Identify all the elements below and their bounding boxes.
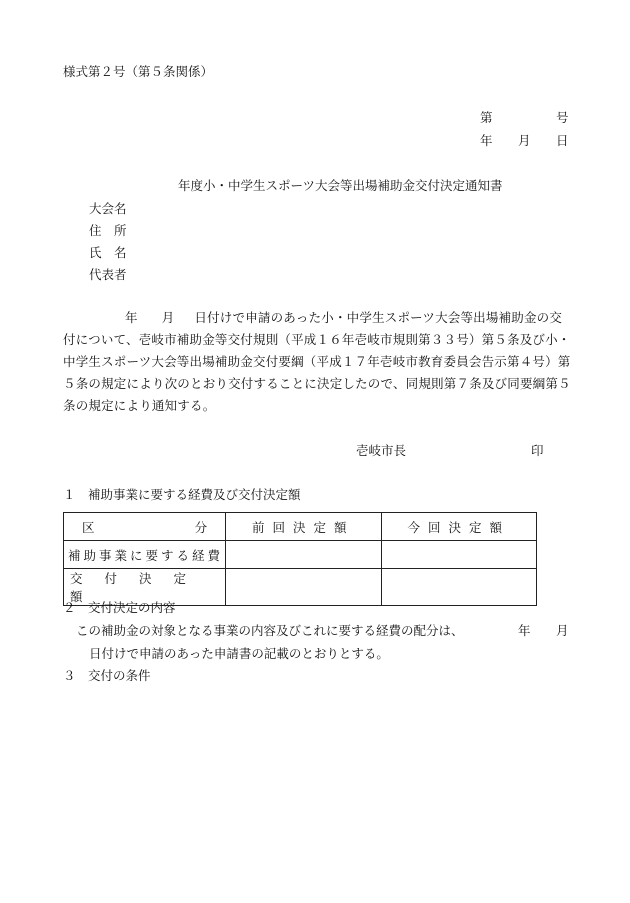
doc-date-year: 年 <box>480 133 493 148</box>
doc-date-day: 日 <box>556 133 569 148</box>
section2-year: 年 <box>518 623 531 638</box>
section2-month: 月 <box>556 623 569 638</box>
table-header-row <box>64 513 537 541</box>
row-label-decision: 交付決定額 <box>64 569 226 606</box>
header-category <box>64 513 226 541</box>
section2-heading: ２ 交付決定の内容 <box>63 600 176 615</box>
row-label-expense: 補助事業に要する経費 <box>64 541 226 569</box>
section2-line2: 日付けで申請のあった申請書の記載のとおりとする。 <box>89 646 389 661</box>
seal-mark: 印 <box>531 443 544 458</box>
form-number: 様式第２号（第５条関係） <box>63 64 214 79</box>
section2-line1: この補助金の対象となる事業の内容及びこれに要する経費の配分は、 <box>76 623 464 638</box>
doc-date-month: 月 <box>518 133 531 148</box>
table-row <box>64 541 537 569</box>
body-text: 日付けで申請のあった小・中学生スポーツ大会等出場補助金の交付について、壱岐市補助金等交付規則（平成１６年壱岐市規則第３３号）第５条及び小・中学生スポーツ大会等出場補助金交付要綱（平成１７年壱岐市教育委員会告示第４号）第５条の規定により次のとおり交付することに決定したので、同規則第７条及び同要綱第５条の規定により通知する。 <box>63 310 571 413</box>
section3-heading: ３ 交付の条件 <box>63 668 151 683</box>
amount-table <box>63 512 537 606</box>
header-category-b: 分 <box>194 519 208 535</box>
header-category-a: 区 <box>82 519 95 535</box>
doc-number-prefix: 第 <box>480 110 493 125</box>
field-representative: 代表者 <box>89 267 127 282</box>
header-current-amount: 今回決定額 <box>381 513 536 541</box>
section1-heading: １ 補助事業に要する経費及び交付決定額 <box>63 487 301 502</box>
notice-body <box>63 307 573 417</box>
signer-name: 壱岐市長 <box>356 443 407 458</box>
cell-decision-prev <box>226 569 381 606</box>
cell-decision-curr <box>381 569 536 606</box>
cell-expense-prev <box>226 541 381 569</box>
document-title: 年度小・中学生スポーツ大会等出場補助金交付決定通知書 <box>178 178 503 193</box>
doc-number-suffix: 号 <box>556 110 569 125</box>
field-name: 氏 名 <box>89 245 127 260</box>
header-previous-amount: 前回決定額 <box>226 513 381 541</box>
body-date-year: 年 <box>125 310 138 325</box>
field-address: 住 所 <box>89 223 127 238</box>
field-event-name: 大会名 <box>89 201 127 216</box>
body-date-month: 月 <box>161 310 175 325</box>
cell-expense-curr <box>381 541 536 569</box>
